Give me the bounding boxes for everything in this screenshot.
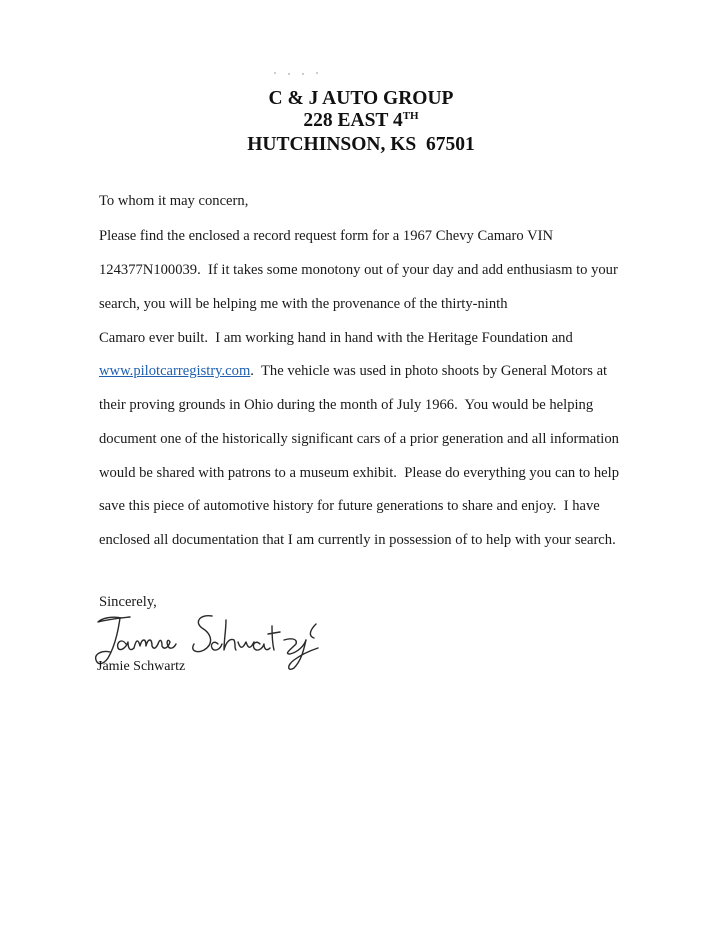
- street-address-text: 228 EAST 4: [303, 110, 403, 131]
- scan-speck: [288, 73, 290, 75]
- body-line: search, you will be helping me with the provenance of the thirty-ninth: [99, 296, 508, 312]
- scan-speck: [302, 73, 304, 75]
- letterhead: [0, 88, 722, 156]
- registry-link[interactable]: www.pilotcarregistry.com: [99, 363, 251, 379]
- body-line: their proving grounds in Ohio during the month of July 1966. You would be helping: [99, 397, 594, 413]
- scan-speck: [274, 72, 276, 74]
- body-line-with-link: [99, 363, 607, 380]
- street-address-suffix: TH: [402, 110, 419, 122]
- closing: Sincerely,: [99, 594, 157, 610]
- body-line: would be shared with patrons to a museum exhibit. Please do everything you can to help: [99, 465, 619, 481]
- street-address: [0, 110, 722, 134]
- salutation: To whom it may concern,: [99, 193, 249, 209]
- body-line-link-rest: . The vehicle was used in photo shoots by General Motors at: [250, 363, 608, 379]
- body-line: Please find the enclosed a record request form for a 1967 Chevy Camaro VIN: [99, 228, 554, 244]
- city-state-zip: HUTCHINSON, KS 67501: [247, 134, 475, 155]
- signer-name: Jamie Schwartz: [97, 659, 186, 674]
- scan-speck: [316, 72, 318, 74]
- body-line: document one of the historically significant cars of a prior generation and all information: [99, 431, 619, 447]
- company-name: C & J AUTO GROUP: [268, 88, 454, 109]
- body-line: Camaro ever built. I am working hand in hand with the Heritage Foundation and: [99, 330, 573, 346]
- body-line: 124377N100039. If it takes some monotony out of your day and add enthusiasm to your: [99, 262, 618, 278]
- body-line: save this piece of automotive history for future generations to share and enjoy. I have: [99, 498, 600, 514]
- body-line: enclosed all documentation that I am currently in possession of to help with your search.: [99, 532, 616, 548]
- scan-specks: [270, 70, 330, 76]
